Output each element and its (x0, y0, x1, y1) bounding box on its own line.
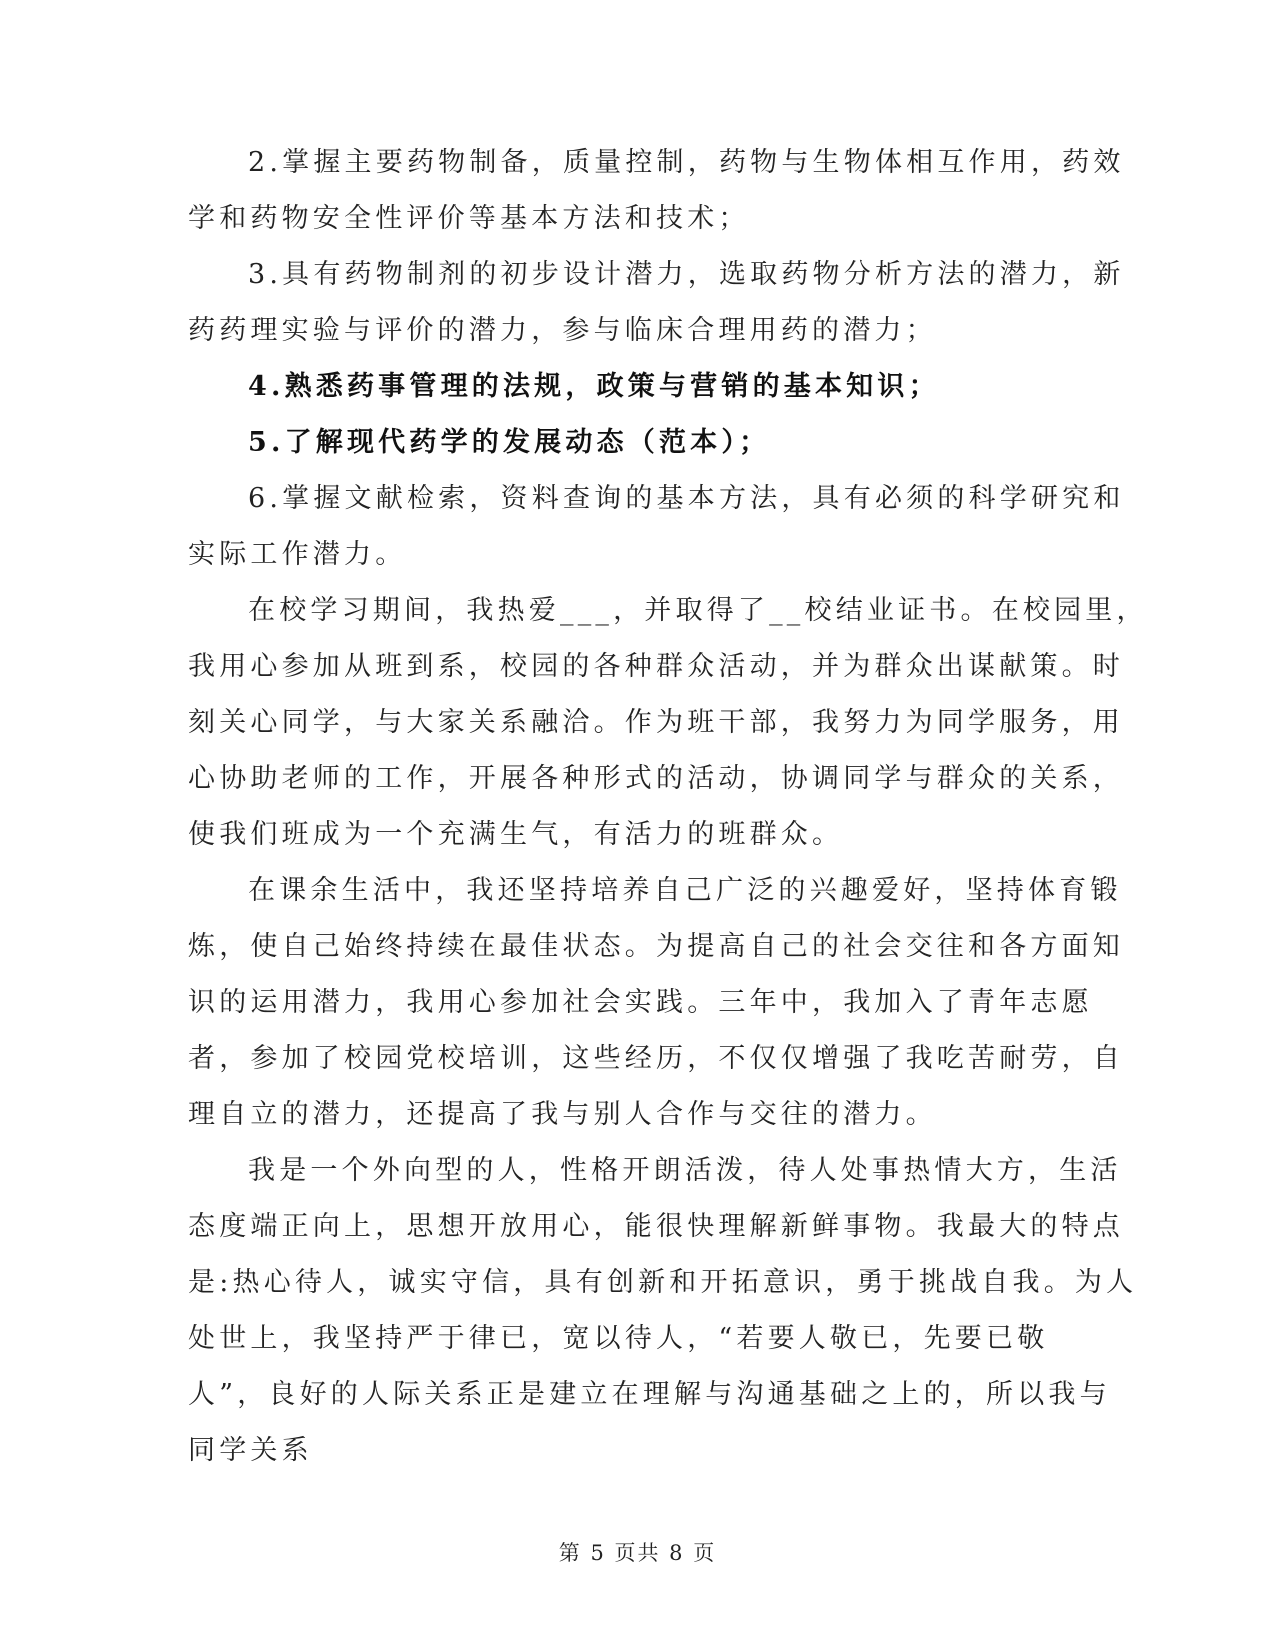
page-number-footer: 第 5 页共 8 页 (558, 1541, 717, 1565)
paragraph-hobbies-line-4: 者，参加了校园党校培训，这些经历，不仅仅增强了我吃苦耐劳，自 (188, 1043, 1124, 1074)
paragraph-school-line-5: 使我们班成为一个充满生气，有活力的班群众。 (188, 819, 844, 850)
paragraph-personality-line-5: 人”，良好的人际关系正是建立在理解与沟通基础之上的，所以我与 (188, 1379, 1111, 1410)
list-item-2-line-2: 学和药物安全性评价等基本方法和技术； (188, 203, 750, 234)
paragraph-school-line-3: 刻关心同学，与大家关系融洽。作为班干部，我努力为同学服务，用 (188, 707, 1124, 738)
paragraph-hobbies-line-2: 炼，使自己始终持续在最佳状态。为提高自己的社会交往和各方面知 (188, 931, 1124, 962)
list-item-6-line-2: 实际工作潜力。 (188, 539, 407, 570)
paragraph-school-line-2: 我用心参加从班到系，校园的各种群众活动，并为群众出谋献策。时 (188, 651, 1124, 682)
paragraph-personality-line-6: 同学关系 (188, 1435, 313, 1466)
list-item-3-line-1: 3.具有药物制剂的初步设计潜力，选取药物分析方法的潜力，新 (248, 259, 1125, 290)
paragraph-personality-line-1: 我是一个外向型的人，性格开朗活泼，待人处事热情大方，生活 (248, 1155, 1122, 1186)
paragraph-school-line-4: 心协助老师的工作，开展各种形式的活动，协调同学与群众的关系， (188, 763, 1124, 794)
paragraph-school-line-1: 在校学习期间，我热爱___，并取得了__校结业证书。在校园里， (248, 595, 1148, 626)
list-item-5: 5.了解现代药学的发展动态（范本）； (248, 427, 771, 458)
list-item-2-line-1: 2.掌握主要药物制备，质量控制，药物与生物体相互作用，药效 (248, 147, 1125, 178)
paragraph-personality-line-2: 态度端正向上，思想开放用心，能很快理解新鲜事物。我最大的特点 (188, 1211, 1124, 1242)
list-item-4: 4.熟悉药事管理的法规，政策与营销的基本知识； (248, 371, 940, 402)
paragraph-personality-line-4: 处世上，我坚持严于律已，宽以待人，“若要人敬已，先要已敬 (188, 1323, 1049, 1354)
paragraph-hobbies-line-3: 识的运用潜力，我用心参加社会实践。三年中，我加入了青年志愿 (188, 987, 1093, 1018)
paragraph-personality-line-3: 是:热心待人，诚实守信，具有创新和开拓意识，勇于挑战自我。为人 (188, 1267, 1138, 1298)
paragraph-hobbies-line-1: 在课余生活中，我还坚持培养自己广泛的兴趣爱好，坚持体育锻 (248, 875, 1122, 906)
list-item-3-line-2: 药药理实验与评价的潜力，参与临床合理用药的潜力； (188, 315, 937, 346)
list-item-6-line-1: 6.掌握文献检索，资料查询的基本方法，具有必须的科学研究和 (248, 483, 1125, 514)
paragraph-hobbies-line-5: 理自立的潜力，还提高了我与别人合作与交往的潜力。 (188, 1099, 937, 1130)
